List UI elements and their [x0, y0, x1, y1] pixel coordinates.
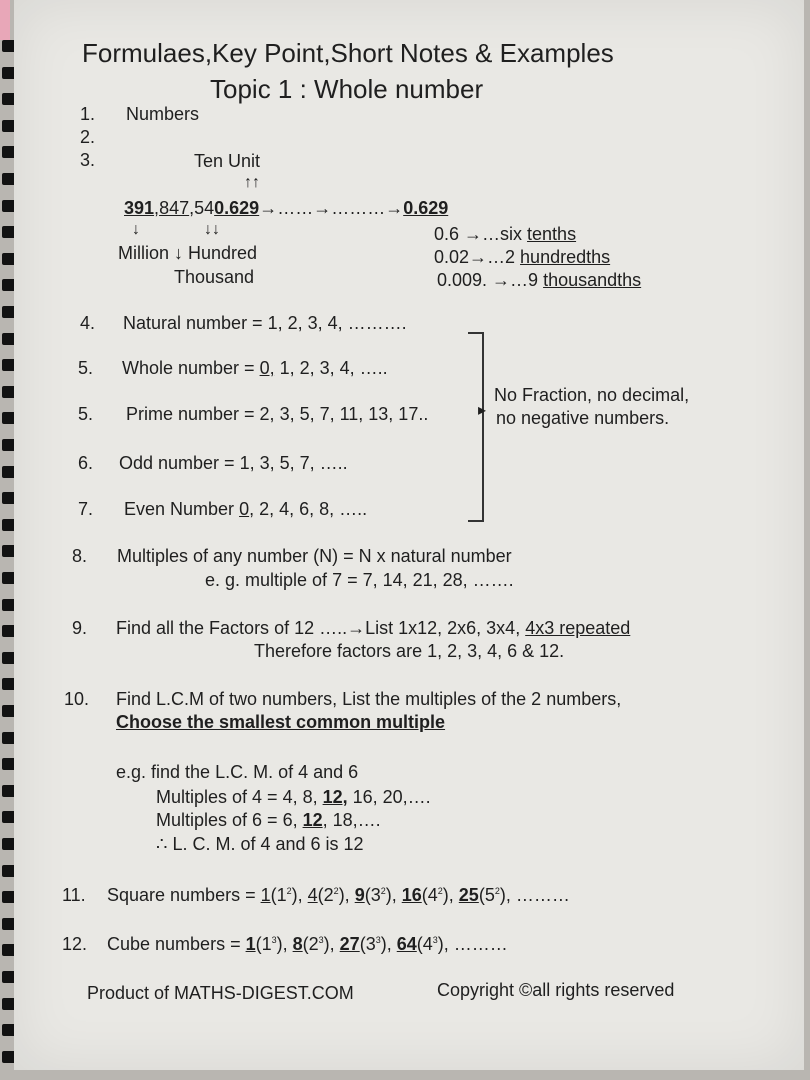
text-underlined: 0 — [239, 499, 250, 519]
up-arrows: ↑↑ — [244, 174, 260, 191]
decimal-tenths — [434, 224, 576, 245]
power-exponent: 3 — [375, 935, 381, 945]
power-value: 64 — [396, 934, 417, 954]
item-number: 6. — [78, 453, 94, 473]
power-exponent: 3 — [271, 935, 277, 945]
decimal-text: 0.02→…2 — [434, 247, 521, 267]
power-close: ), — [291, 885, 308, 905]
footer-copyright: Copyright ©all rights reserved — [437, 980, 675, 1000]
text: 16, 20,…. — [347, 787, 431, 807]
num-decimal: 0.629 — [214, 198, 260, 218]
decimal-word: thousandths — [543, 270, 642, 290]
power-value: 8 — [292, 934, 303, 954]
item-text: Numbers — [126, 104, 200, 124]
text: Find all the Factors of 12 …..→List 1x12, 2x6, 3x4, — [116, 618, 526, 638]
title-line-1: Formulaes,Key Point,Short Notes & Examples — [82, 38, 614, 68]
num-million: 391 — [124, 198, 155, 218]
item-text — [122, 358, 388, 379]
power-value: 25 — [458, 885, 479, 905]
bracket-note-1: No Fraction, no decimal, — [494, 385, 690, 405]
power-exponent: 3 — [432, 935, 438, 945]
power-base: (3 — [364, 885, 381, 905]
title-line-2: Topic 1 : Whole number — [210, 74, 484, 104]
power-base: (2 — [302, 934, 319, 954]
power-base: (5 — [478, 885, 495, 905]
down-arrow-1: ↓ — [132, 221, 140, 238]
decimal-hundredths — [434, 247, 610, 268]
power-exponent: 2 — [437, 886, 443, 896]
multiples-of-6 — [156, 810, 381, 831]
power-value: 27 — [339, 934, 360, 954]
footer-product: Product of MATHS-DIGEST.COM — [87, 983, 354, 1003]
power-exponent: 2 — [380, 886, 386, 896]
item-text — [124, 499, 367, 520]
power-value: 16 — [401, 885, 422, 905]
item-conclusion: Therefore factors are 1, 2, 3, 4, 6 & 12. — [254, 641, 565, 661]
ellipsis: ……… — [453, 934, 508, 954]
power-close: ), — [276, 934, 293, 954]
power-base: (2 — [317, 885, 334, 905]
power-value: 9 — [354, 885, 365, 905]
text-bold: 12 — [302, 810, 323, 830]
power-exponent: 2 — [286, 886, 292, 896]
ellipsis: ……… — [515, 885, 570, 905]
item-text: Find L.C.M of two numbers, List the multiples of the 2 numbers, — [116, 689, 622, 709]
item-number: 8. — [72, 546, 88, 566]
power-close: ), — [442, 885, 459, 905]
comma: , — [154, 198, 160, 218]
cube-numbers — [107, 934, 508, 955]
decimal-thousandths — [437, 270, 641, 291]
num-thousand: 847 — [159, 198, 190, 218]
text: Multiples of 4 = 4, 8, — [156, 787, 323, 807]
text: , 18,…. — [322, 810, 381, 830]
decimal-text: 0.009. →…9 — [437, 270, 544, 290]
pink-tab — [0, 0, 10, 40]
num-hundred: ,54 — [189, 198, 215, 218]
item-number: 5. — [78, 358, 94, 378]
text: Whole number = — [122, 358, 260, 378]
power-base: (4 — [416, 934, 433, 954]
item-number: 3. — [80, 150, 96, 170]
power-close: ), — [380, 934, 397, 954]
million-hundred-label: Million ↓ Hundred — [118, 243, 258, 263]
item-number: 10. — [64, 689, 90, 709]
text: Cube numbers = — [107, 934, 246, 954]
text-bold: 12, — [322, 787, 348, 807]
item-number: 9. — [72, 618, 88, 638]
item-example: e. g. multiple of 7 = 7, 14, 21, 28, ……. — [205, 570, 514, 590]
power-exponent: 2 — [333, 886, 339, 896]
item-number: 2. — [80, 127, 96, 147]
item-text: Multiples of any number (N) = N x natural number — [117, 546, 512, 566]
decimal-word: hundredths — [520, 247, 611, 267]
power-value: 4 — [307, 885, 318, 905]
place-value-number — [124, 198, 448, 219]
notes-page — [14, 0, 804, 1070]
item-text: Odd number = 1, 3, 5, 7, ….. — [119, 453, 348, 473]
square-numbers — [107, 885, 570, 906]
power-value: 1 — [245, 934, 256, 954]
power-exponent: 2 — [494, 886, 500, 896]
power-base: (1 — [270, 885, 287, 905]
thousand-label: Thousand — [174, 267, 255, 287]
lcm-example-heading: e.g. find the L.C. M. of 4 and 6 — [116, 762, 359, 782]
decimal-word: tenths — [527, 224, 577, 244]
decimal-text: 0.6 →…six — [434, 224, 528, 244]
lcm-rule: Choose the smallest common multiple — [116, 712, 446, 732]
text: Square numbers = — [107, 885, 261, 905]
bracket-arrow: ▸ — [478, 402, 487, 419]
power-close: ), — [499, 885, 516, 905]
item-text: Natural number = 1, 2, 3, 4, ………. — [123, 313, 407, 333]
item-number: 7. — [78, 499, 94, 519]
text: Multiples of 6 = 6, — [156, 810, 303, 830]
arrow-chain: →……→………→ — [259, 198, 404, 218]
power-close: ), — [323, 934, 340, 954]
power-base: (3 — [359, 934, 376, 954]
power-value: 1 — [260, 885, 271, 905]
text: Even Number — [124, 499, 240, 519]
text-underlined: 0, — [259, 358, 275, 378]
bracket-note-2: no negative numbers. — [496, 408, 670, 428]
text-underlined: 4x3 repeated — [525, 618, 631, 638]
text: , 2, 4, 6, 8, ….. — [249, 499, 368, 519]
item-text: Prime number = 2, 3, 5, 7, 11, 13, 17.. — [126, 404, 429, 424]
item-number: 5. — [78, 404, 94, 424]
power-base: (1 — [255, 934, 272, 954]
grouping-bracket — [468, 332, 487, 522]
item-text — [116, 618, 630, 639]
ten-unit-label: Ten Unit — [194, 151, 261, 171]
power-exponent: 3 — [318, 935, 324, 945]
multiples-of-4 — [156, 787, 431, 808]
item-number: 4. — [80, 313, 96, 333]
num-result: 0.629 — [403, 198, 449, 218]
power-close: ), — [385, 885, 402, 905]
power-close: ), — [437, 934, 454, 954]
item-number: 12. — [62, 934, 88, 954]
power-close: ), — [338, 885, 355, 905]
item-number: 11. — [62, 885, 86, 905]
text: 1, 2, 3, 4, ….. — [274, 358, 388, 378]
power-base: (4 — [421, 885, 438, 905]
down-arrow-2: ↓↓ — [204, 221, 220, 238]
lcm-conclusion: ∴ L. C. M. of 4 and 6 is 12 — [156, 834, 364, 854]
item-number: 1. — [80, 104, 96, 124]
